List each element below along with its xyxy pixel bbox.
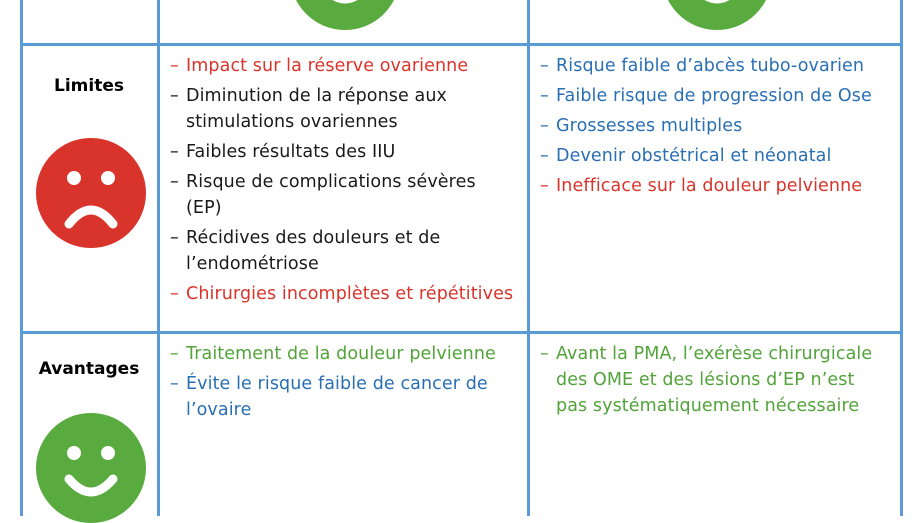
bullet-dash: – [540,176,549,196]
list-item-text: Avant la PMA, l’exérèse chirurgicale des OME et des lésions d’EP n’est pas systématiquement nécessaire [556,344,873,416]
list-item [540,143,898,169]
table-border-col2 [527,0,530,516]
list-item [170,371,515,423]
list-item-text: Faibles résultats des IIU [186,142,396,162]
list-item-text: Risque faible d’abcès tubo-ovarien [556,56,865,76]
bullet-dash: – [170,172,179,192]
list-item [540,113,898,139]
list-item [540,83,898,109]
table-border-row2 [20,331,903,334]
list-item [170,83,515,135]
list-item [540,341,885,419]
table-border-right [900,0,903,516]
happy-face-icon [662,0,772,30]
sad-face-icon [36,138,146,248]
row-label-avantages: Avantages [38,359,140,379]
list-item [170,53,515,79]
limites-col1-list [170,53,515,311]
list-item [170,225,515,277]
list-item [170,341,515,367]
bullet-dash: – [170,56,179,76]
list-item [540,173,898,199]
limites-col2-list [540,53,898,203]
bullet-dash: – [540,116,549,136]
list-item [170,139,515,165]
list-item [170,169,515,221]
list-item-text: Grossesses multiples [556,116,743,136]
bullet-dash: – [170,228,179,248]
list-item-text: Récidives des douleurs et de l’endométriose [186,228,441,274]
list-item-text: Risque de complications sévères (EP) [186,172,476,218]
bullet-dash: – [540,146,549,166]
bullet-dash: – [170,284,179,304]
avantages-col2-list [540,341,885,423]
happy-face-icon [290,0,400,30]
list-item-text: Devenir obstétrical et néonatal [556,146,832,166]
row-label-limites: Limites [54,76,124,96]
list-item-text: Impact sur la réserve ovarienne [186,56,469,76]
list-item-text: Inefficace sur la douleur pelvienne [556,176,863,196]
bullet-dash: – [540,86,549,106]
list-item [540,53,898,79]
list-item-text: Chirurgies incomplètes et répétitives [186,284,514,304]
list-item-text: Diminution de la réponse aux stimulations ovariennes [186,86,448,132]
avantages-col1-list [170,341,515,427]
bullet-dash: – [170,374,179,394]
happy-face-icon [36,413,146,523]
bullet-dash: – [170,86,179,106]
list-item [170,281,515,307]
bullet-dash: – [170,142,179,162]
list-item-text: Faible risque de progression de Ose [556,86,872,106]
list-item-text: Évite le risque faible de cancer de l’ovaire [186,374,488,420]
bullet-dash: – [540,344,549,364]
list-item-text: Traitement de la douleur pelvienne [186,344,496,364]
bullet-dash: – [170,344,179,364]
table-border-row1 [20,43,903,46]
bullet-dash: – [540,56,549,76]
